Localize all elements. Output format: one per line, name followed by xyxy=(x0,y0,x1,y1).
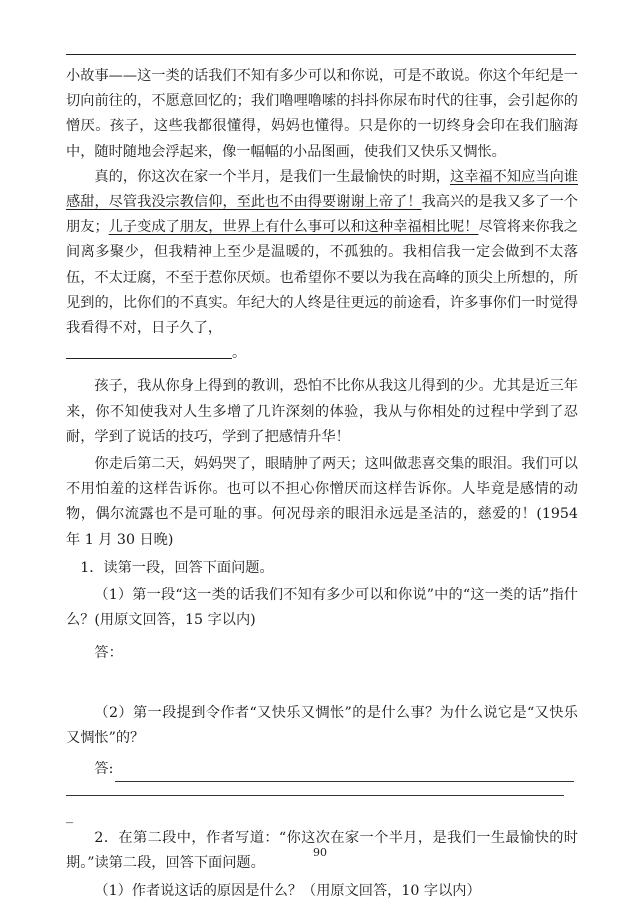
paragraph-2-part-e: 尽管将来你我之间离多聚少，但我精神上至少是温暖的，不孤独的。我相信我一定会做到不太落伍，不太迂腐，不至于惹你厌烦。也希望你不要以为我在高峰的顶尖上所想的，所见到的，比你们的不真实。年纪大的人终是往更远的前途看，许多事你们一时觉得我看得不对，日子久了， xyxy=(66,219,578,337)
answer-line-1[interactable] xyxy=(115,765,574,782)
paragraph-4: 你走后第二天，妈妈哭了，眼睛肿了两天；这叫做悲喜交集的眼泪。我们可以不用怕羞的这样告诉你。也可以不担心你憎厌而这样告诉你。人毕竟是感情的动物，偶尔流露也不是可耻的事。何况母亲的眼泪永远是圣洁的，慈爱的！(1954 年 1 月 30 日晚) xyxy=(66,456,578,548)
question-1-1: （1）第一段“这一类的话我们不知有多少可以和你说”中的“这一类的话”指什么？(用原文回答，15 字以内) xyxy=(66,587,578,629)
question-2-title: 2．在第二段中，作者写道：“你这次在家一个半月，是我们一生最愉快的时期。”读第二段，回答下面问题。 xyxy=(66,830,578,872)
question-2-1: （1）作者说这话的原因是什么？（用原文回答，10 字以内） xyxy=(94,882,481,899)
question-1-2: （2）第一段提到令作者“又快乐又惆怅”的是什么事？为什么说它是“又快乐又惆怅”的？ xyxy=(66,704,578,746)
fill-in-blank[interactable] xyxy=(66,342,232,359)
question-1-2-answer-row xyxy=(66,757,578,782)
question-1-1-answer-label: 答： xyxy=(94,645,123,662)
content-body xyxy=(66,64,578,904)
underlined-sentence-1: 这幸福不知应当向谁感甜，尽管我没宗教信仰，至此也不由得要谢谢上帝了！ xyxy=(66,168,578,211)
paragraph-1: 小故事——这一类的话我们不知有多少可以和你说，可是不敢说。你这个年纪是一切向前往的，不愿意回忆的；我们噜哩噜嗦的抖抖你尿布时代的往事，会引起你的憎厌。孩子，这些我都很懂得，妈妈也懂得。只是你的一切终身会印在我们脑海中，随时随地会浮起来，像一幅幅的小品图画，使我们又快乐又惆怅。 xyxy=(66,68,578,160)
header-rule xyxy=(66,54,576,55)
page-number: 90 xyxy=(313,846,327,859)
paragraph-2-part-a: 真的，你这次在家一个半月，是我们一生最愉快的时期， xyxy=(94,168,450,185)
answer-line-2[interactable] xyxy=(66,794,564,796)
paragraph-2-part-c: 我高兴的是我又多了一个朋友； xyxy=(66,194,578,236)
underlined-sentence-2: 儿子变成了朋友，世界上有什么事可以和这种幸福相比呢！ xyxy=(108,219,479,236)
paragraph-2 xyxy=(66,165,578,367)
question-1-2-answer-label: 答: xyxy=(94,761,114,778)
paragraph-3: 孩子，我从你身上得到的教训，恐怕不比你从我这儿得到的少。尤其是近三年来，你不知使我对人生多增了几许深刻的体验，我从与你相处的过程中学到了忍耐，学到了说话的技巧，学到了把感情升华！ xyxy=(66,378,578,445)
paragraph-2-end: 。 xyxy=(232,345,247,362)
question-1-title: 1．读第一段，回答下面问题。 xyxy=(80,559,274,576)
dash-mark: _ xyxy=(66,808,74,825)
